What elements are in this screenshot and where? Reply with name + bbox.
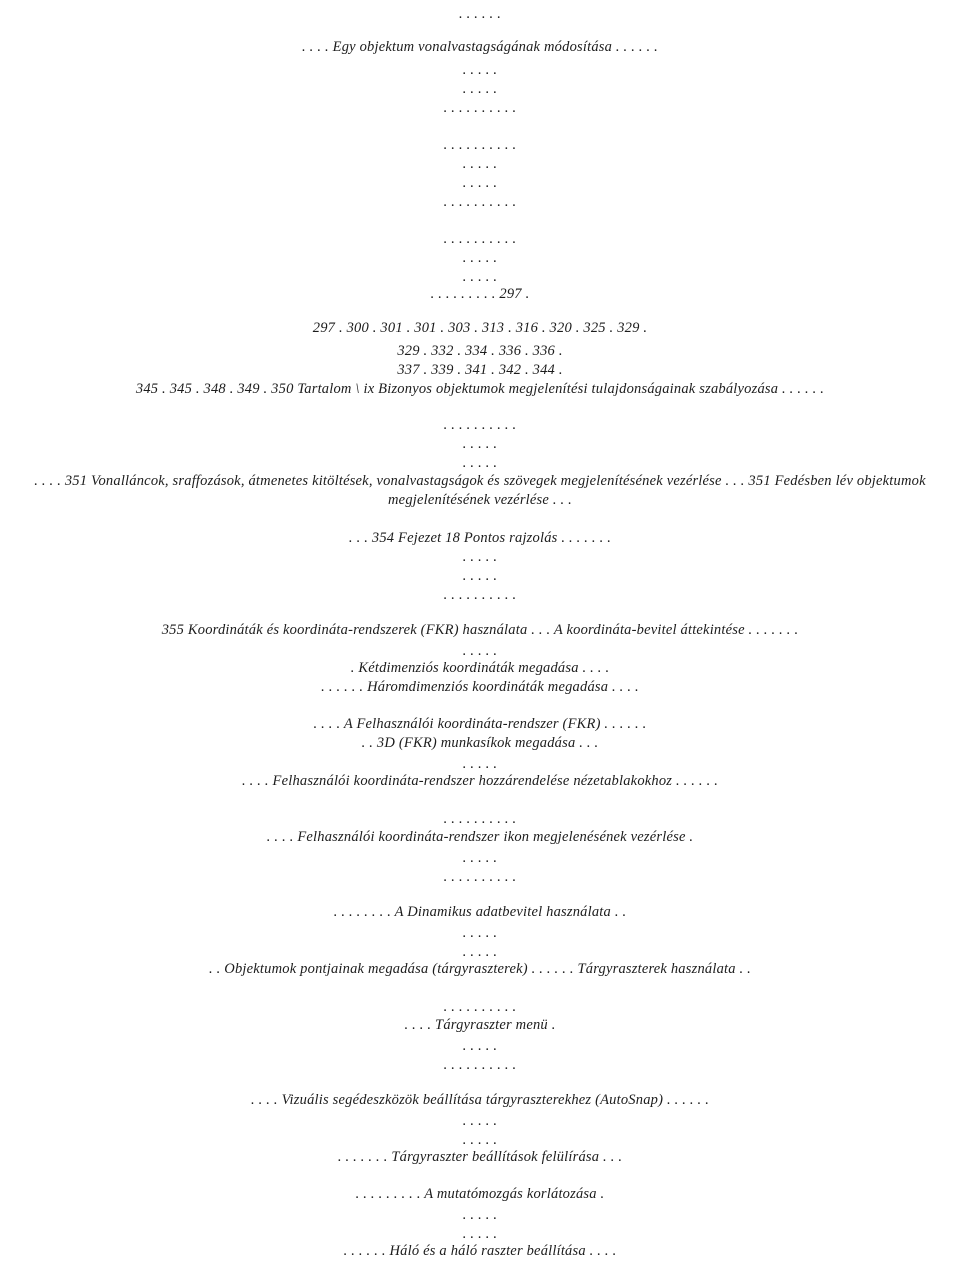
toc-line: . . . . . [462,436,498,452]
toc-line: . . . . . [462,250,498,266]
toc-line: . . . . . . . . . . [443,869,517,885]
toc-line: 337 . 339 . 341 . 342 . 344 . [397,362,563,378]
toc-line: . . . . . [462,1226,498,1242]
toc-line: . . . . . . . . . . [443,137,517,153]
toc-line: . . . . . . Háló és a háló raszter beállítása . . . . [343,1243,617,1259]
toc-line: . . . . Egy objektum vonalvastagságának módosítása . . . . . . [302,39,658,55]
toc-line: . . . . . [462,850,498,866]
toc-line: . . . . Felhasználói koordináta-rendszer ikon megjelenésének vezérlése . [266,829,694,845]
toc-line: . . Objektumok pontjainak megadása (tárgyraszterek) . . . . . . Tárgyraszterek használata . . [208,961,752,977]
toc-line: . . . . . [462,455,498,471]
toc-line: . . . . . . . Tárgyraszter beállítások felülírása . . . [337,1149,623,1165]
toc-line: . . . . . [462,81,498,97]
toc-line: . . . . . [462,1207,498,1223]
toc-line: . . . . . [462,756,498,772]
toc-line: . . . . . [462,1038,498,1054]
toc-line: . . . . . . . . . . [443,231,517,247]
toc-line: . . . . . [462,568,498,584]
toc-line: . . . 354 Fejezet 18 Pontos rajzolás . . . . . . . [348,530,612,546]
toc-line: . . . . Tárgyraszter menü . [404,1017,556,1033]
toc-line: . . . . . . . . . . [443,587,517,603]
toc-line: . Kétdimenziós koordináták megadása . . . . [350,660,610,676]
toc-line: . . 3D (FKR) munkasíkok megadása . . . [361,735,599,751]
toc-line: megjelenítésének vezérlése . . . [388,492,572,508]
toc-line: . . . . . . . . . . [443,1057,517,1073]
toc-line: . . . . . . Háromdimenziós koordináták megadása . . . . [321,679,639,695]
toc-line: . . . . Vizuális segédeszközök beállítása tárgyraszterekhez (AutoSnap) . . . . . . [250,1092,710,1108]
toc-line: 329 . 332 . 334 . 336 . 336 . [397,343,563,359]
toc-line: . . . . . [462,269,498,285]
toc-line: 355 Koordináták és koordináta-rendszerek (FKR) használata . . . A koordináta-bevitel áttekintése . . . . . . . [161,622,799,638]
toc-line: . . . . . . . . . . [443,100,517,116]
toc-line: . . . . A Felhasználói koordináta-rendszer (FKR) . . . . . . [313,716,647,732]
toc-line: 297 . 300 . 301 . 301 . 303 . 313 . 316 . 320 . 325 . 329 . [312,320,648,336]
toc-line: . . . . . [462,175,498,191]
toc-line: 345 . 345 . 348 . 349 . 350 Tartalom \ ix Bizonyos objektumok megjelenítési tulajdonságainak szabályozása . . . . . . [135,381,825,397]
toc-line: . . . . . . . . A Dinamikus adatbevitel használata . . [333,904,627,920]
toc-line: . . . . . [462,549,498,565]
toc-line: . . . . . . [458,6,502,22]
toc-line: . . . . . [462,1132,498,1148]
toc-line: . . . . . . . . . 297 . [430,286,530,302]
toc-line: . . . . . . . . . . [443,811,517,827]
toc-line: . . . . 351 Vonalláncok, sraffozások, átmenetes kitöltések, vonalvastagságok és szövegek megjelenítésének vezérlése . . . 351 Fedésben lév objektumok [34,473,926,489]
toc-line: . . . . . [462,944,498,960]
toc-line: . . . . . . . . . . [443,417,517,433]
toc-line: . . . . . [462,62,498,78]
toc-line: . . . . . . . . . . [443,999,517,1015]
toc-line: . . . . . [462,156,498,172]
toc-line: . . . . . [462,1113,498,1129]
toc-line: . . . . . . . . . A mutatómozgás korlátozása . [355,1186,605,1202]
toc-line: . . . . . [462,643,498,659]
toc-line: . . . . . . . . . . [443,194,517,210]
toc-line: . . . . . [462,925,498,941]
toc-line: . . . . Felhasználói koordináta-rendszer hozzárendelése nézetablakokhoz . . . . . . [241,773,719,789]
